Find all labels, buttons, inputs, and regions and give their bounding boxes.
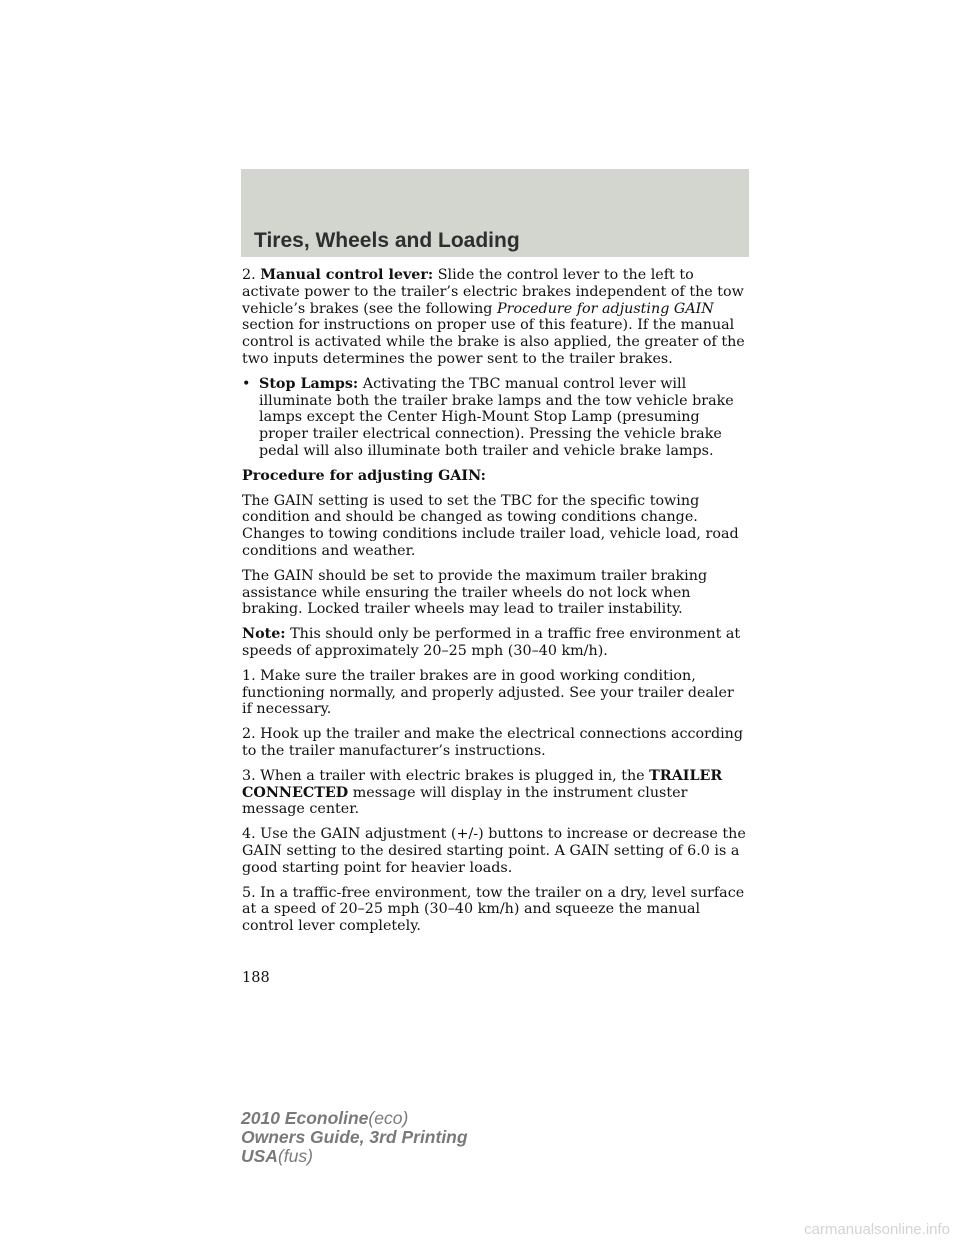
document-footer: [241, 1109, 468, 1166]
step-3: 3. When a trailer with electric brakes is plugged in, the TRAILER CONNECTED message will display in the instrument cluster message center.: [242, 767, 723, 818]
page-number: 188: [242, 970, 270, 986]
step-5: 5. In a traffic-free environment, tow the trailer on a dry, level surface at a speed of 20–25 mph (30–40 km/h) and squeeze the manual control lever completely.: [242, 884, 745, 935]
manual-control-lever-paragraph: [242, 267, 747, 368]
manual-control-lever-label: Manual control lever:: [260, 267, 434, 283]
procedure-reference: Procedure for adjusting GAIN: [497, 300, 714, 317]
page-body: [242, 267, 747, 943]
gain-max-paragraph: The GAIN should be set to provide the maximum trailer braking assistance while ensuring the trailer wheels do not lock when braking. Locked trailer wheels may lead to trailer instability.: [242, 567, 708, 618]
note-paragraph: [242, 626, 747, 660]
item-number: 2.: [242, 267, 261, 283]
gain-setting-paragraph: The GAIN setting is used to set the TBC for the specific towing condition and should be changed as towing conditions change. Changes to towing conditions include trailer load, vehicle load, road conditions and weather.: [242, 492, 739, 559]
stop-lamps-label: Stop Lamps:: [259, 375, 359, 392]
bullet-icon: •: [242, 375, 251, 392]
manual-control-lever-text: Slide the control lever to the left to activate power to the trailer’s electric brakes independent of the tow vehicle’s brakes (see the following: [242, 267, 744, 317]
step-1: 1. Make sure the trailer brakes are in good working condition, functioning normally, and properly adjusted. See your trailer dealer if necessary.: [242, 667, 734, 718]
section-header-band: [241, 169, 749, 257]
footer-model-line: 2010 Econoline(eco): [241, 1108, 409, 1128]
watermark: carmanualsonline.info: [804, 1221, 950, 1238]
step-4: 4. Use the GAIN adjustment (+/-) buttons to increase or decrease the GAIN setting to the desired starting point. A GAIN setting of 6.0 is a good starting point for heavier loads.: [242, 826, 746, 876]
stop-lamps-bullet: [242, 376, 747, 460]
procedure-heading: Procedure for adjusting GAIN:: [242, 467, 486, 484]
footer-guide-line: Owners Guide, 3rd Printing: [241, 1127, 468, 1147]
section-title: Tires, Wheels and Loading: [254, 229, 520, 252]
manual-control-lever-text-cont: section for instructions on proper use of this feature). If the manual control is activated while the brake is also applied, the greater of the two inputs determines the power sent to the trailer brakes.: [242, 317, 745, 367]
stop-lamps-text-block: [259, 376, 747, 460]
step-2: 2. Hook up the trailer and make the electrical connections according to the trailer manufacturer’s instructions.: [242, 726, 744, 759]
note-text: This should only be performed in a traffic free environment at speeds of approximately 20–25 mph (30–40 km/h).: [242, 626, 741, 659]
trailer-connected-message: TRAILER CONNECTED: [242, 767, 723, 801]
stop-lamps-text: Activating the TBC manual control lever will illuminate both the trailer brake lamps and the tow vehicle brake lamps except the Center High-Mount Stop Lamp (presuming proper trailer electrical connection). Pressing the vehicle brake pedal will also illuminate both trailer and vehicle brake lamps.: [259, 375, 734, 459]
note-label: Note:: [242, 626, 286, 643]
footer-region-line: USA(fus): [241, 1146, 313, 1166]
